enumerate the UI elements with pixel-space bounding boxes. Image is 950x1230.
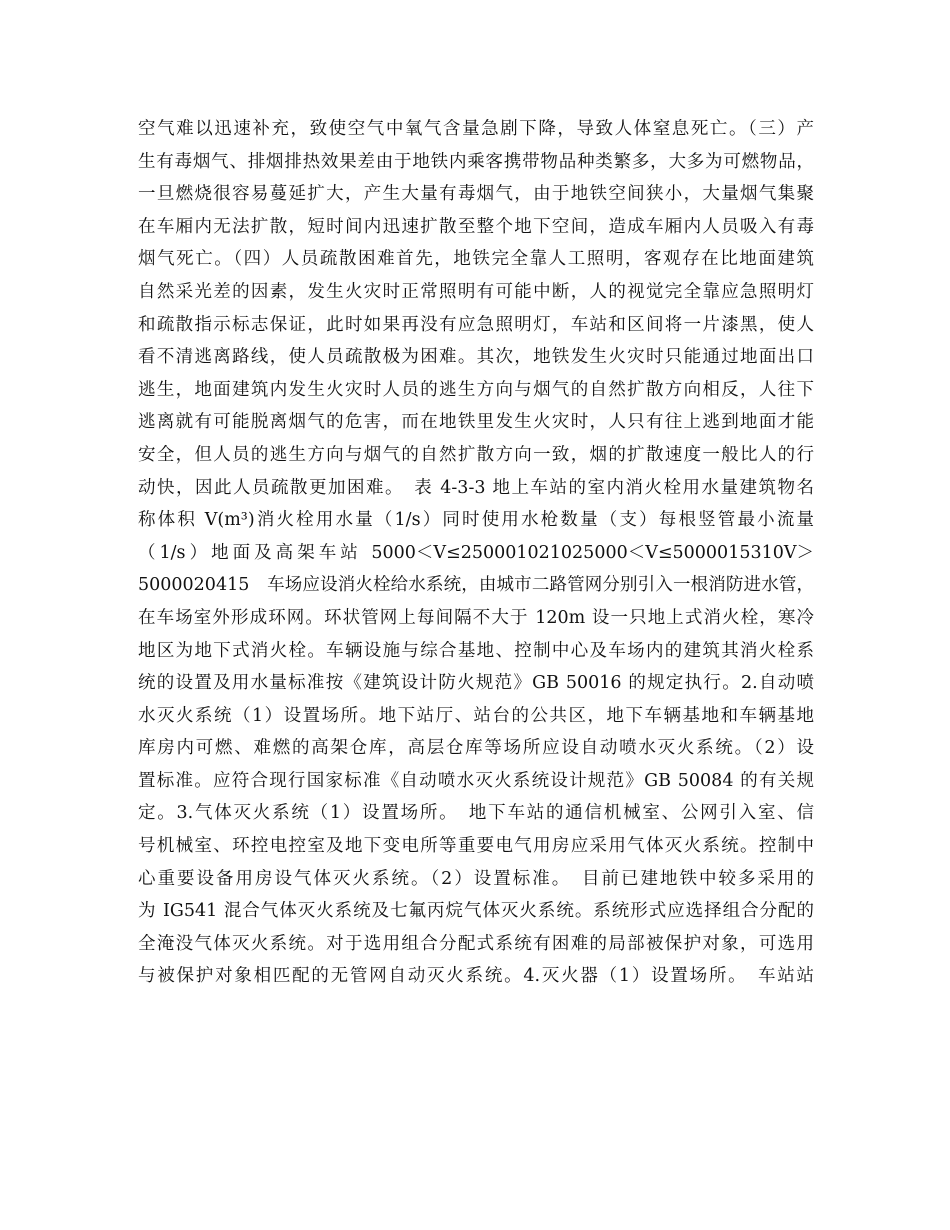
text-line: 定。3.气体灭火系统（1）设置场所。 地下车站的通信机械室、公网引入室、信	[138, 803, 814, 824]
text-line: 库房内可燃、难燃的高架仓库，高层仓库等场所应设自动喷水灭火系统。（2）设	[138, 738, 814, 759]
text-line: 称体积 V(m³)消火栓用水量（1/s）同时使用水枪数量（支）每根竖管最小流量	[138, 510, 814, 531]
text-line: 烟气死亡。（四）人员疏散困难首先，地铁完全靠人工照明，客观存在比地面建筑	[138, 249, 814, 270]
text-line: 在车厢内无法扩散，短时间内迅速扩散至整个地下空间，造成车厢内人员吸入有毒	[138, 216, 814, 237]
text-line: 和疏散指示标志保证，此时如果再没有应急照明灯，车站和区间将一片漆黑，使人	[138, 314, 814, 335]
text-line: 5000020415 车场应设消火栓给水系统，由城市二路管网分别引入一根消防进水管，	[138, 575, 814, 596]
text-line: 全淹没气体灭火系统。对于选用组合分配式系统有困难的局部被保护对象，可选用	[138, 933, 814, 954]
text-line: 统的设置及用水量标准按《建筑设计防火规范》GB 50016 的规定执行。2.自动喷	[138, 673, 814, 694]
text-line: 空气难以迅速补充，致使空气中氧气含量急剧下降，导致人体窒息死亡。（三）产	[138, 119, 814, 139]
text-line: 动快，因此人员疏散更加困难。 表 4-3-3 地上车站的室内消火栓用水量建筑物名	[138, 477, 814, 498]
text-line: 在车场室外形成环网。环状管网上每间隔不大于 120m 设一只地上式消火栓，寒冷	[138, 607, 814, 628]
text-line: 号机械室、环控电控室及地下变电所等重要电气用房应采用气体灭火系统。控制中	[138, 836, 814, 857]
text-line: 心重要设备用房设气体灭火系统。（2）设置标准。 目前已建地铁中较多采用的	[138, 868, 814, 889]
text-line: 置标准。应符合现行国家标准《自动喷水灭火系统设计规范》GB 50084 的有关规	[138, 770, 814, 791]
text-line: 水灭火系统（1）设置场所。地下站厅、站台的公共区，地下车辆基地和车辆基地	[138, 705, 814, 726]
text-line: 逃离就有可能脱离烟气的危害，而在地铁里发生火灾时，人只有往上逃到地面才能	[138, 412, 814, 433]
text-line: （1/s）地面及高架车站 5000＜V≤250001021025000＜V≤5000015310V＞	[138, 542, 814, 563]
text-line: 为 IG541 混合气体灭火系统及七氟丙烷气体灭火系统。系统形式应选择组合分配的	[138, 901, 814, 922]
text-line: 看不清逃离路线，使人员疏散极为困难。其次，地铁发生火灾时只能通过地面出口	[138, 347, 814, 368]
text-line: 一旦燃烧很容易蔓延扩大，产生大量有毒烟气，由于地铁空间狭小，大量烟气集聚	[138, 184, 814, 205]
text-line: 安全，但人员的逃生方向与烟气的自然扩散方向一致，烟的扩散速度一般比人的行	[138, 444, 814, 465]
text-line: 地区为地下式消火栓。车辆设施与综合基地、控制中心及车场内的建筑其消火栓系	[138, 640, 814, 661]
text-line: 与被保护对象相匹配的无管网自动灭火系统。4.灭火器（1）设置场所。 车站站	[138, 966, 814, 987]
text-line: 逃生，地面建筑内发生火灾时人员的逃生方向与烟气的自然扩散方向相反，人往下	[138, 379, 814, 400]
body-paragraph	[138, 113, 814, 993]
text-line: 自然采光差的因素，发生火灾时正常照明有可能中断，人的视觉完全靠应急照明灯	[138, 281, 814, 302]
text-line: 生有毒烟气、排烟排热效果差由于地铁内乘客携带物品种类繁多，大多为可燃物品，	[138, 151, 814, 172]
